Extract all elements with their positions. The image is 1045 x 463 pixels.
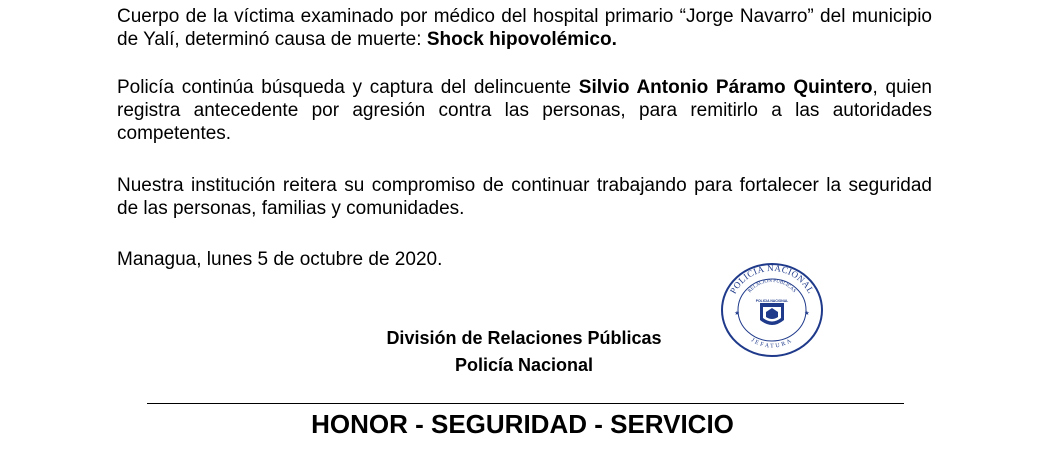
svg-text:POLICIA NACIONAL: POLICIA NACIONAL	[755, 299, 789, 303]
police-seal	[717, 260, 827, 360]
paragraph-text: Cuerpo de la víctima examinado por médico del hospital primario “Jorge Navarro” del municipio de Yalí, determinó causa de muerte:	[117, 6, 932, 50]
motto: HONOR - SEGURIDAD - SERVICIO	[311, 409, 734, 439]
svg-text:POLICIA NACIONAL: POLICIA NACIONAL	[727, 262, 817, 296]
signature-division: División de Relaciones Públicas	[386, 328, 662, 348]
paragraph-text: Nuestra institución reitera su compromiso de continuar trabajando para fortalecer la seguridad de las personas, familias y comunidades.	[117, 175, 932, 219]
paragraph-text: Policía continúa búsqueda y captura del delincuente	[117, 77, 579, 98]
paragraph-commitment	[117, 174, 932, 220]
suspect-name: Silvio Antonio Páramo Quintero	[578, 77, 873, 98]
star-icon: ★	[804, 311, 810, 317]
divider-line	[147, 403, 904, 404]
paragraph-text: , quien registra antecedente por agresión contra las personas, para remitirlo a las autoridades competentes.	[117, 77, 932, 144]
svg-text:RELACION PUBLICAS: RELACION PUBLICAS	[747, 278, 797, 295]
star-icon: ★	[734, 311, 740, 317]
cause-of-death: Shock hipovolémico.	[426, 29, 617, 50]
badge-emblem	[756, 299, 788, 325]
paragraph-text: Managua, lunes 5 de octubre de 2020.	[117, 249, 443, 270]
signature-institution: Policía Nacional	[454, 355, 594, 375]
svg-text:JEFATURA: JEFATURA	[749, 337, 795, 350]
paragraph-cause-of-death	[117, 5, 932, 51]
paragraph-search	[117, 76, 932, 145]
